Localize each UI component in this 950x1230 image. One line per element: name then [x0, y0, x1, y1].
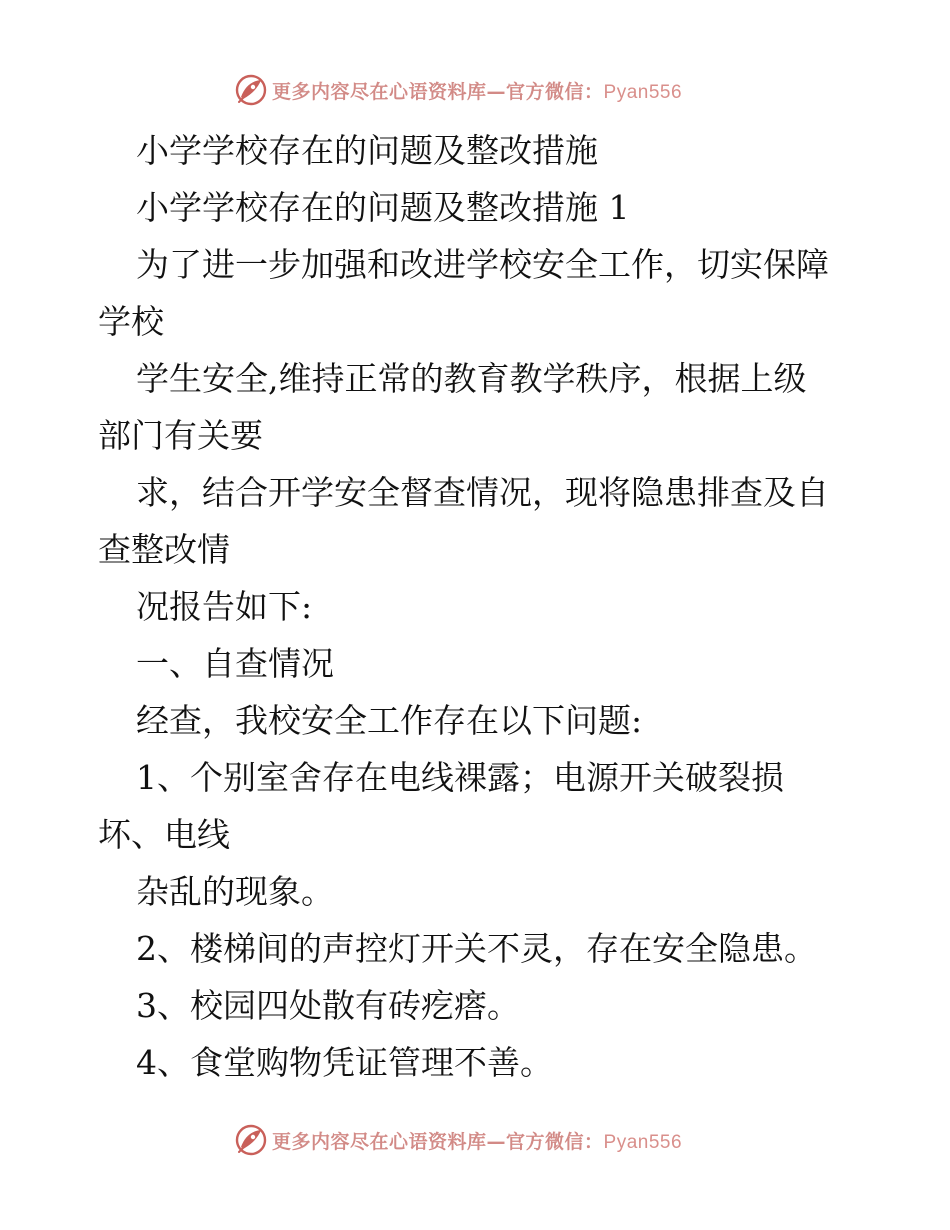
paragraph-line: 求，结合开学安全督查情况，现将隐患排查及自	[136, 473, 829, 512]
paragraph-line: 为了进一步加强和改进学校安全工作，切实保障	[136, 245, 829, 284]
watermark-wechat-id: Pyan556	[603, 1131, 683, 1153]
paragraph-line: 部门有关要	[98, 416, 263, 455]
paragraph-line: 学校	[98, 302, 164, 341]
list-item: 1、个别室舍存在电线裸露；电源开关破裂损	[136, 758, 784, 797]
paragraph-line: 学生安全,维持正常的教育教学秩序，根据上级	[136, 359, 807, 398]
subsection-heading: 一、自查情况	[136, 644, 334, 683]
watermark-text: 更多内容尽在心语资料库—官方微信：Pyan556	[272, 1130, 683, 1153]
document-body	[98, 122, 868, 1091]
list-item: 4、食堂购物凭证管理不善。	[136, 1043, 553, 1082]
section-heading: 小学学校存在的问题及整改措施 1	[136, 188, 630, 227]
paragraph-line: 况报告如下:	[136, 587, 313, 626]
pen-nib-logo-icon	[234, 73, 268, 107]
paragraph-line: 查整改情	[98, 530, 230, 569]
paragraph-line: 经查，我校安全工作存在以下问题:	[136, 701, 643, 740]
list-item: 2、楼梯间的声控灯开关不灵，存在安全隐患。	[136, 929, 817, 968]
list-item-continuation: 杂乱的现象。	[136, 872, 334, 911]
watermark-wechat-id: Pyan556	[603, 81, 683, 103]
list-item: 3、校园四处散有砖疙瘩。	[136, 986, 520, 1025]
watermark-text: 更多内容尽在心语资料库—官方微信：Pyan556	[272, 80, 683, 103]
header-watermark	[234, 73, 682, 107]
pen-nib-logo-icon	[234, 1123, 268, 1157]
footer-watermark	[234, 1123, 682, 1157]
document-title: 小学学校存在的问题及整改措施	[136, 131, 598, 170]
list-item-continuation: 坏、电线	[98, 815, 230, 854]
